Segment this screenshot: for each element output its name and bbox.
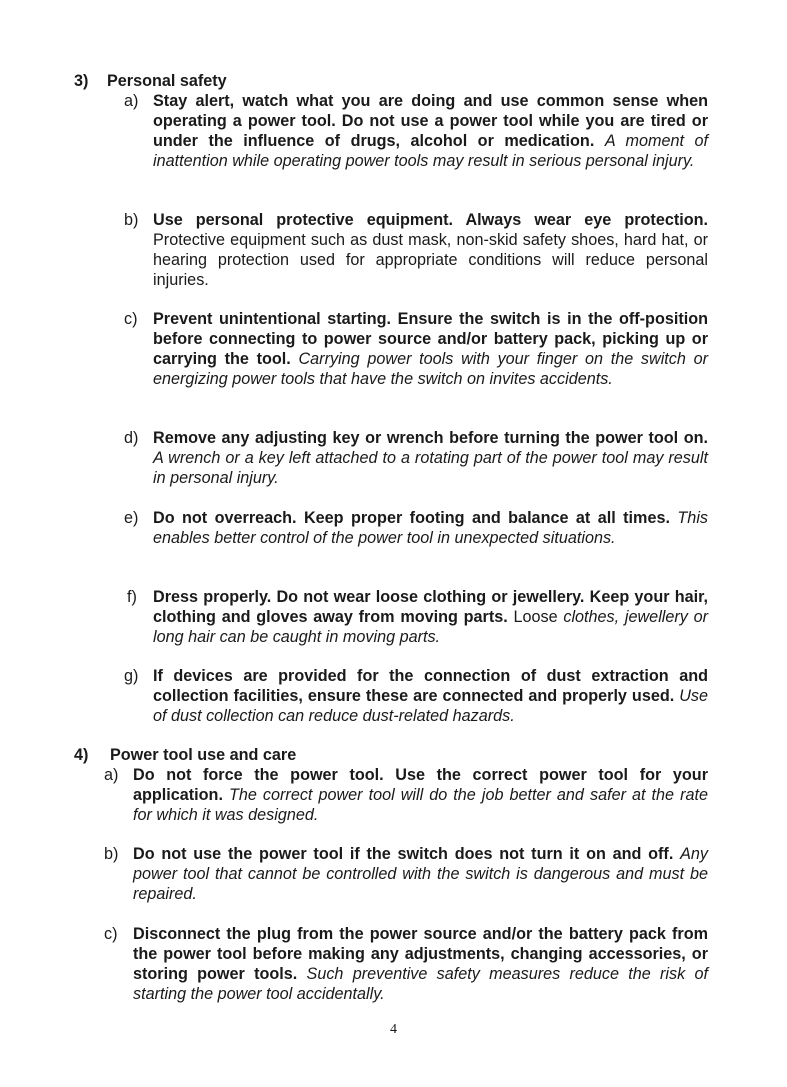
list-item (127, 587, 708, 647)
section-heading (74, 71, 374, 91)
item-letter: c) (104, 925, 118, 943)
item-letter: d) (124, 429, 139, 447)
list-item (124, 508, 708, 568)
instruction-text: If devices are provided for the connection of dust extraction and collection facilities, ensure these are connected and properly used. (153, 667, 708, 705)
item-letter: e) (124, 509, 139, 527)
list-item (104, 844, 708, 904)
item-letter: f) (127, 588, 137, 606)
explanation-text: Such preventive safety measures reduce the risk of starting the power tool accidentally. (133, 965, 708, 1003)
item-text (133, 844, 708, 904)
item-text (153, 428, 708, 488)
section-title: Power tool use and care (110, 746, 297, 764)
list-item (124, 91, 708, 191)
item-letter: a) (104, 766, 119, 784)
instruction-text: Do not use the power tool if the switch does not turn it on and off. (133, 845, 674, 863)
explanation-text: The correct power tool will do the job better and safer at the rate for which it was designed. (133, 786, 708, 824)
item-letter: b) (104, 845, 119, 863)
item-text (133, 924, 708, 1004)
section-number: 4) (74, 746, 89, 764)
instruction-text: Prevent unintentional starting. Ensure the switch is in the off-position before connecting to power source and/or battery pack, picking up or carrying the tool. (153, 310, 708, 368)
explanation-text: Protective equipment such as dust mask, non-skid safety shoes, hard hat, or hearing protection used for appropriate conditions will reduce personal injuries. (153, 231, 708, 289)
explanation-text: Use of dust collection can reduce dust-related hazards. (153, 687, 709, 725)
item-text (153, 508, 708, 548)
explanation-text: Any power tool that cannot be controlled with the switch is dangerous and must be repaired. (133, 845, 709, 903)
instruction-text: Remove any adjusting key or wrench before turning the power tool on. (153, 429, 708, 447)
instruction-text: Disconnect the plug from the power source and/or the battery pack from the power tool before making any adjustments, changing accessories, or storing power tools. (133, 925, 708, 983)
list-item (104, 765, 708, 825)
item-letter: c) (124, 310, 138, 328)
explanation-text: clothes, jewellery or long hair can be caught in moving parts. (153, 608, 709, 646)
explanation-text: A wrench or a key left attached to a rotating part of the power tool may result in personal injury. (153, 449, 708, 487)
section-number: 3) (74, 72, 89, 90)
explanation-text: Carrying power tools with your finger on the switch or energizing power tools that have the switch on invites accidents. (153, 350, 709, 388)
explanation-text: This enables better control of the power tool in unexpected situations. (153, 509, 709, 547)
item-text (153, 91, 708, 171)
list-item (124, 309, 708, 409)
page-number: 4 (390, 1022, 397, 1037)
item-text (153, 309, 708, 389)
list-item (104, 924, 708, 1004)
item-text (153, 666, 708, 726)
section-heading (74, 745, 394, 765)
instruction-text: Do not force the power tool. Use the correct power tool for your application. (133, 766, 708, 804)
section-title: Personal safety (107, 72, 227, 90)
instruction-text: Stay alert, watch what you are doing and use common sense when operating a power tool. Do not use a power tool while you are tired or under the influence of drugs, alcohol or medication. (153, 92, 708, 150)
list-item (124, 428, 708, 488)
instruction-text: Use personal protective equipment. Always wear eye protection. (153, 211, 708, 229)
list-item (124, 210, 708, 290)
item-letter: a) (124, 92, 139, 110)
item-text (133, 765, 708, 825)
item-letter: b) (124, 211, 139, 229)
instruction-text: Dress properly. Do not wear loose clothing or jewellery. Keep your hair, clothing and gloves away from moving parts. (153, 588, 708, 626)
instruction-text: Do not overreach. Keep proper footing and balance at all times. (153, 509, 670, 527)
item-text (153, 210, 708, 290)
explanation-text: A moment of inattention while operating power tools may result in serious personal injury. (153, 132, 708, 170)
list-item (124, 666, 708, 726)
item-letter: g) (124, 667, 139, 685)
item-text (153, 587, 708, 647)
explanation-text: Loose (513, 608, 558, 626)
